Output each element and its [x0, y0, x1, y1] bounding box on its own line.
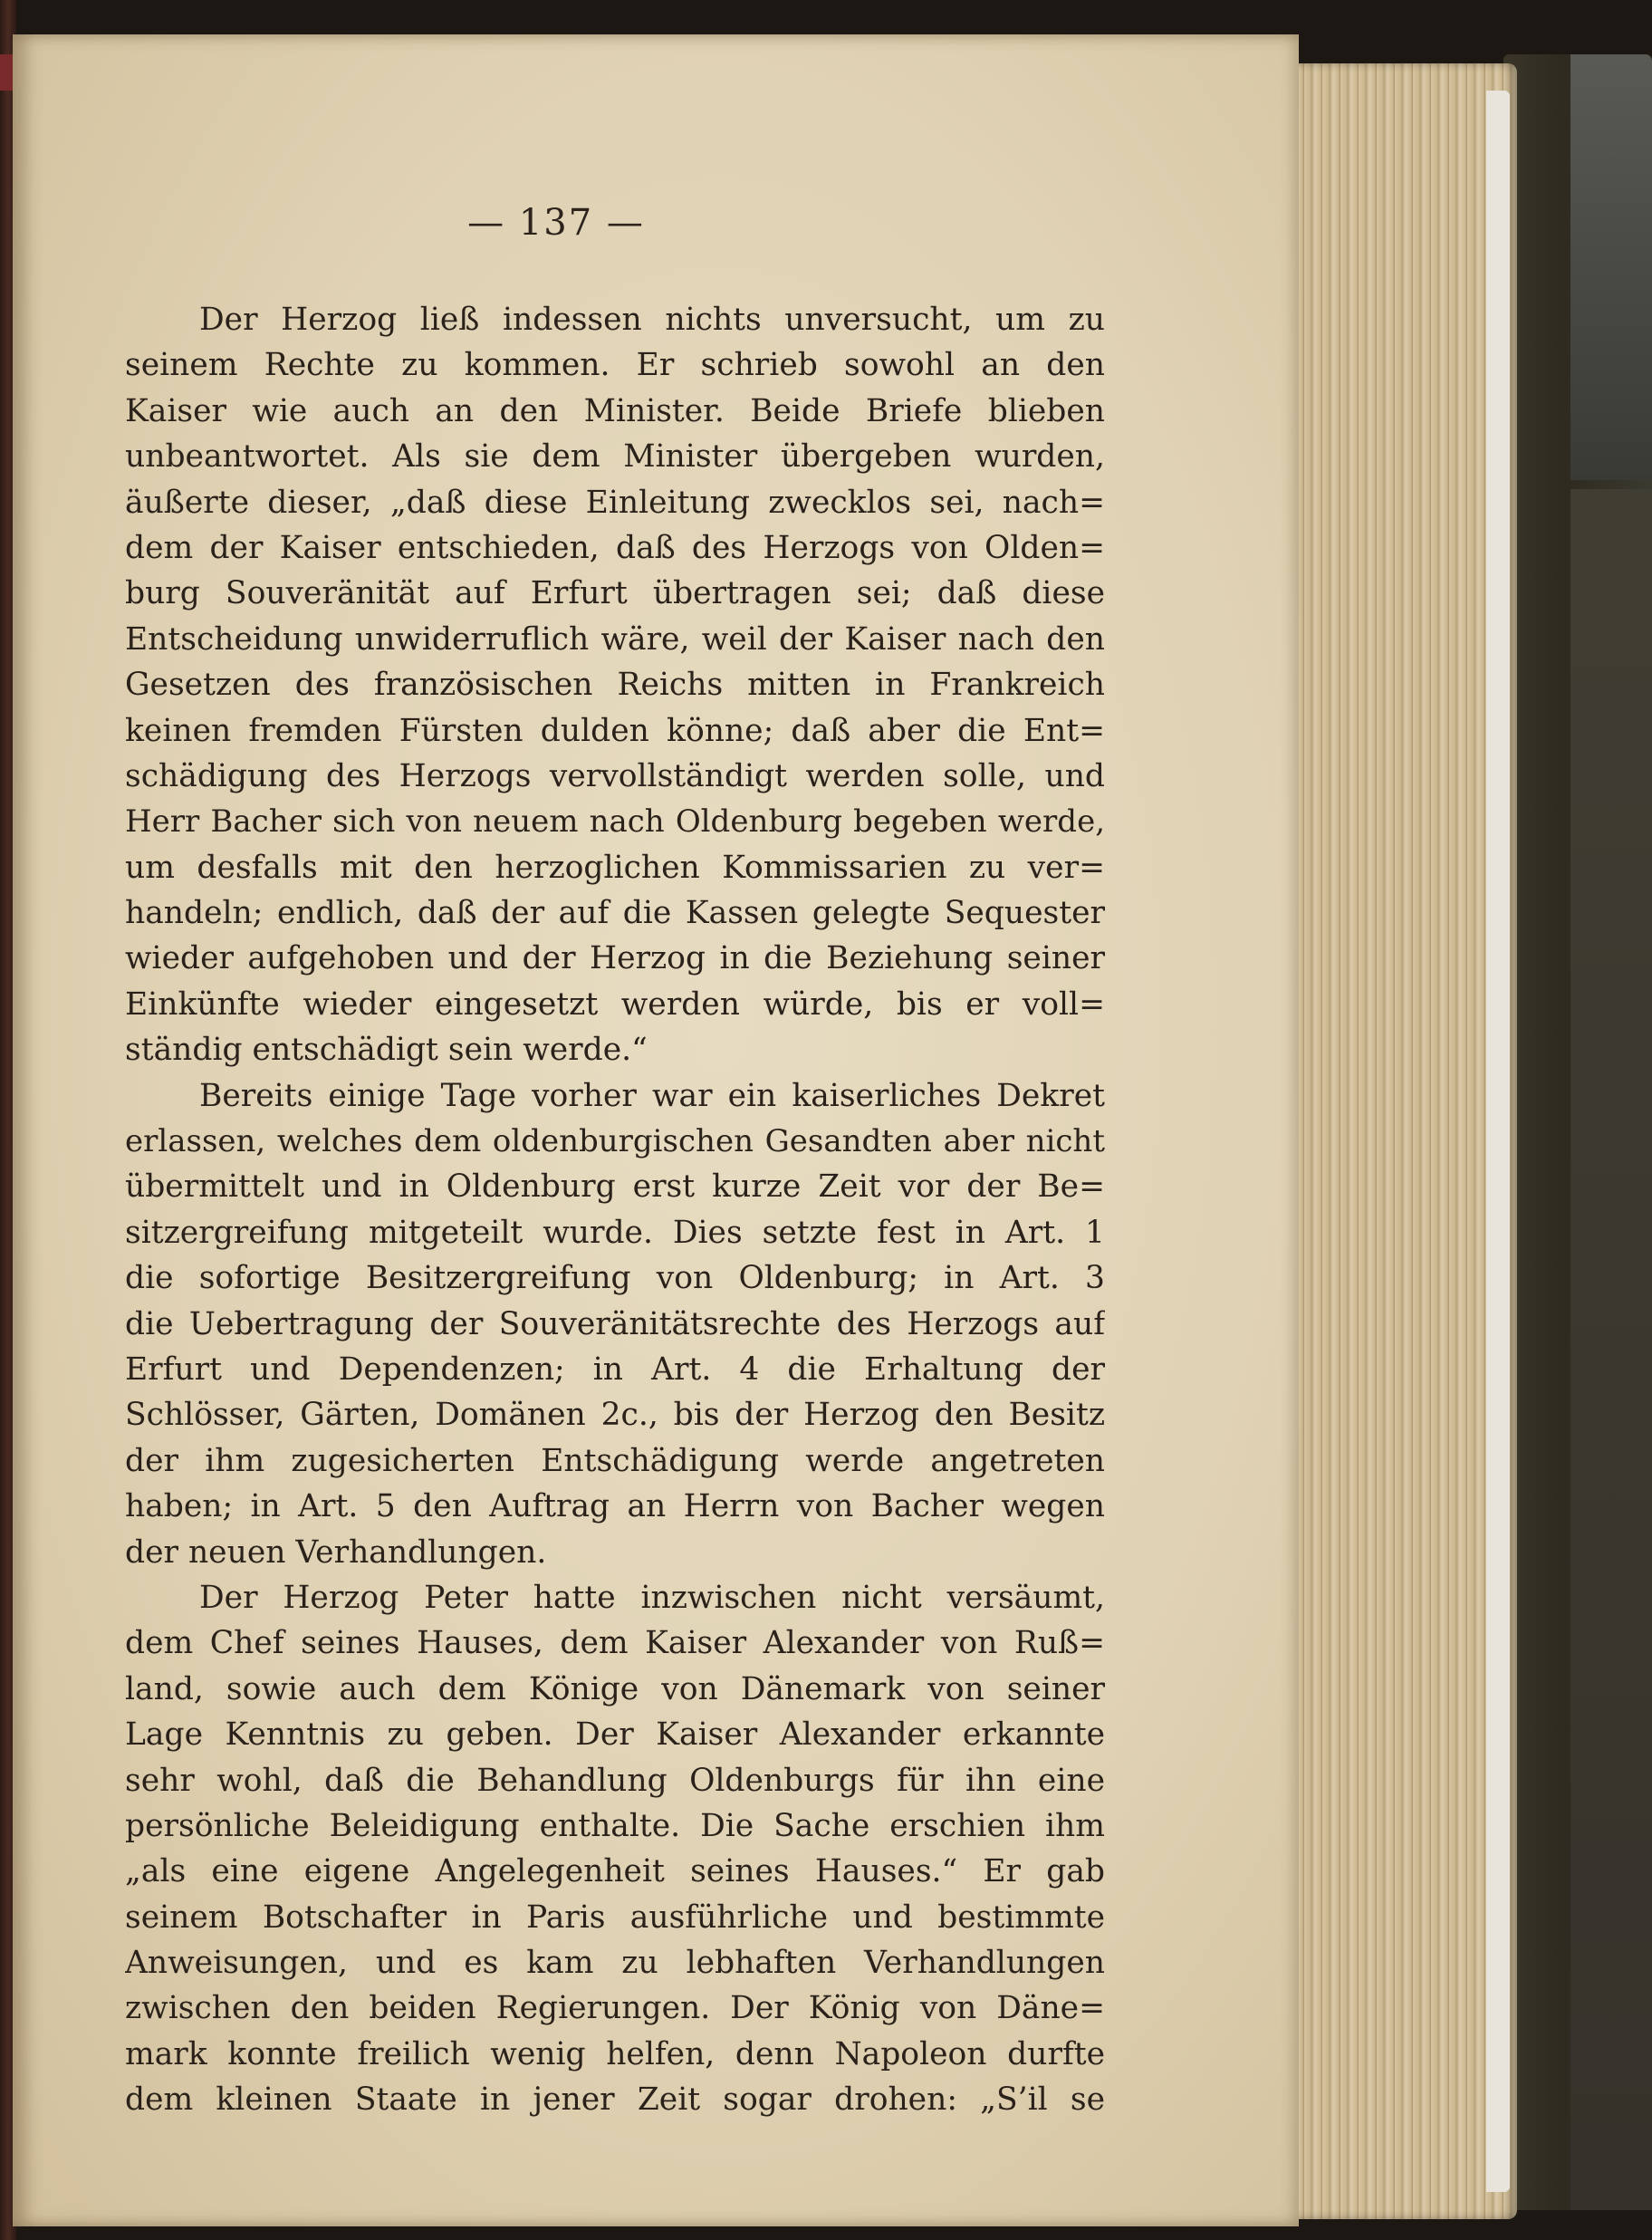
text-line: keinen fremden Fürsten dulden könne; daß aber die Ent=: [125, 712, 1105, 749]
back-cover: [1503, 54, 1652, 2210]
text-line: seinem Rechte zu kommen. Er schrieb sowohl an den: [125, 347, 1105, 384]
text-line: burg Souveränität auf Erfurt übertragen sei; daß diese: [125, 575, 1105, 612]
text-line: um desfalls mit den herzoglichen Kommissarien zu ver=: [125, 849, 1105, 886]
text-line: Der Herzog ließ indessen nichts unversucht, um zu: [199, 302, 1105, 338]
text-line: Anweisungen, und es kam zu lebhaften Verhandlungen: [125, 1945, 1105, 1982]
text-line: ständig entschädigt sein werde.“: [125, 1032, 648, 1069]
page-number: — 137 —: [467, 202, 645, 244]
cover-corner-top: [1570, 54, 1652, 480]
text-line: Kaiser wie auch an den Minister. Beide Briefe blieben: [125, 392, 1105, 429]
text-line: schädigung des Herzogs vervollständigt werden solle, und: [125, 757, 1105, 794]
text-line: sitzergreifung mitgeteilt wurde. Dies setzte fest in Art. 1: [125, 1214, 1105, 1251]
text-line: dem Chef seines Hauses, dem Kaiser Alexander von Ruß=: [125, 1625, 1105, 1662]
red-headband: [0, 54, 13, 91]
text-line: Schlösser, Gärten, Domänen 2c., bis der Herzog den Besitz: [125, 1397, 1105, 1434]
text-line: sehr wohl, daß die Behandlung Oldenburgs für ihn eine: [125, 1762, 1105, 1799]
text-line: handeln; endlich, daß der auf die Kassen gelegte Sequester: [125, 895, 1105, 932]
cover-board-bottom: [1570, 489, 1652, 2210]
text-line: Bereits einige Tage vorher war ein kaiserliches Dekret: [199, 1077, 1105, 1114]
text-line: der ihm zugesicherten Entschädigung werde angetreten: [125, 1442, 1105, 1479]
text-line: Entscheidung unwiderruflich wäre, weil der Kaiser nach den: [125, 620, 1105, 658]
text-line: die Uebertragung der Souveränitätsrechte des Herzogs auf: [125, 1305, 1105, 1342]
text-line: dem kleinen Staate in jener Zeit sogar drohen: „S’il se: [125, 2081, 1105, 2119]
body-text: [125, 297, 1105, 2123]
text-line: äußerte dieser, „daß diese Einleitung zwecklos sei, nach=: [125, 484, 1105, 521]
text-line: zwischen den beiden Regierungen. Der König von Däne=: [125, 1990, 1105, 2027]
text-line: Gesetzen des französischen Reichs mitten in Frankreich: [125, 667, 1105, 704]
text-line: haben; in Art. 5 den Auftrag an Herrn von Bacher wegen: [125, 1488, 1105, 1525]
book-page: [13, 34, 1299, 2226]
text-line: unbeantwortet. Als sie dem Minister übergeben wurden,: [125, 438, 1105, 476]
text-line: Herr Bacher sich von neuem nach Oldenburg begeben werde,: [125, 803, 1105, 841]
text-line: erlassen, welches dem oldenburgischen Gesandten aber nicht: [125, 1123, 1105, 1160]
text-line: übermittelt und in Oldenburg erst kurze Zeit vor der Be=: [125, 1168, 1105, 1206]
text-line: „als eine eigene Angelegenheit seines Hauses.“ Er gab: [125, 1853, 1105, 1890]
text-line: Der Herzog Peter hatte inzwischen nicht versäumt,: [199, 1579, 1105, 1616]
text-line: seinem Botschafter in Paris ausführliche und bestimmte: [125, 1899, 1105, 1936]
text-line: wieder aufgehoben und der Herzog in die Beziehung seiner: [125, 940, 1105, 977]
text-line: dem der Kaiser entschieden, daß des Herzogs von Olden=: [125, 529, 1105, 566]
page-stack-edges: [1286, 63, 1517, 2219]
text-line: Lage Kenntnis zu geben. Der Kaiser Alexander erkannte: [125, 1716, 1105, 1754]
text-line: land, sowie auch dem Könige von Dänemark von seiner: [125, 1670, 1105, 1707]
text-line: persönliche Beleidigung enthalte. Die Sache erschien ihm: [125, 1807, 1105, 1844]
text-line: die sofortige Besitzergreifung von Oldenburg; in Art. 3: [125, 1260, 1105, 1297]
text-line: mark konnte freilich wenig helfen, denn Napoleon durfte: [125, 2035, 1105, 2072]
endpaper-edge: [1486, 91, 1510, 2192]
text-line: Einkünfte wieder eingesetzt werden würde, bis er voll=: [125, 985, 1105, 1023]
text-line: der neuen Verhandlungen.: [125, 1533, 547, 1571]
text-line: Erfurt und Dependenzen; in Art. 4 die Erhaltung der: [125, 1351, 1105, 1388]
